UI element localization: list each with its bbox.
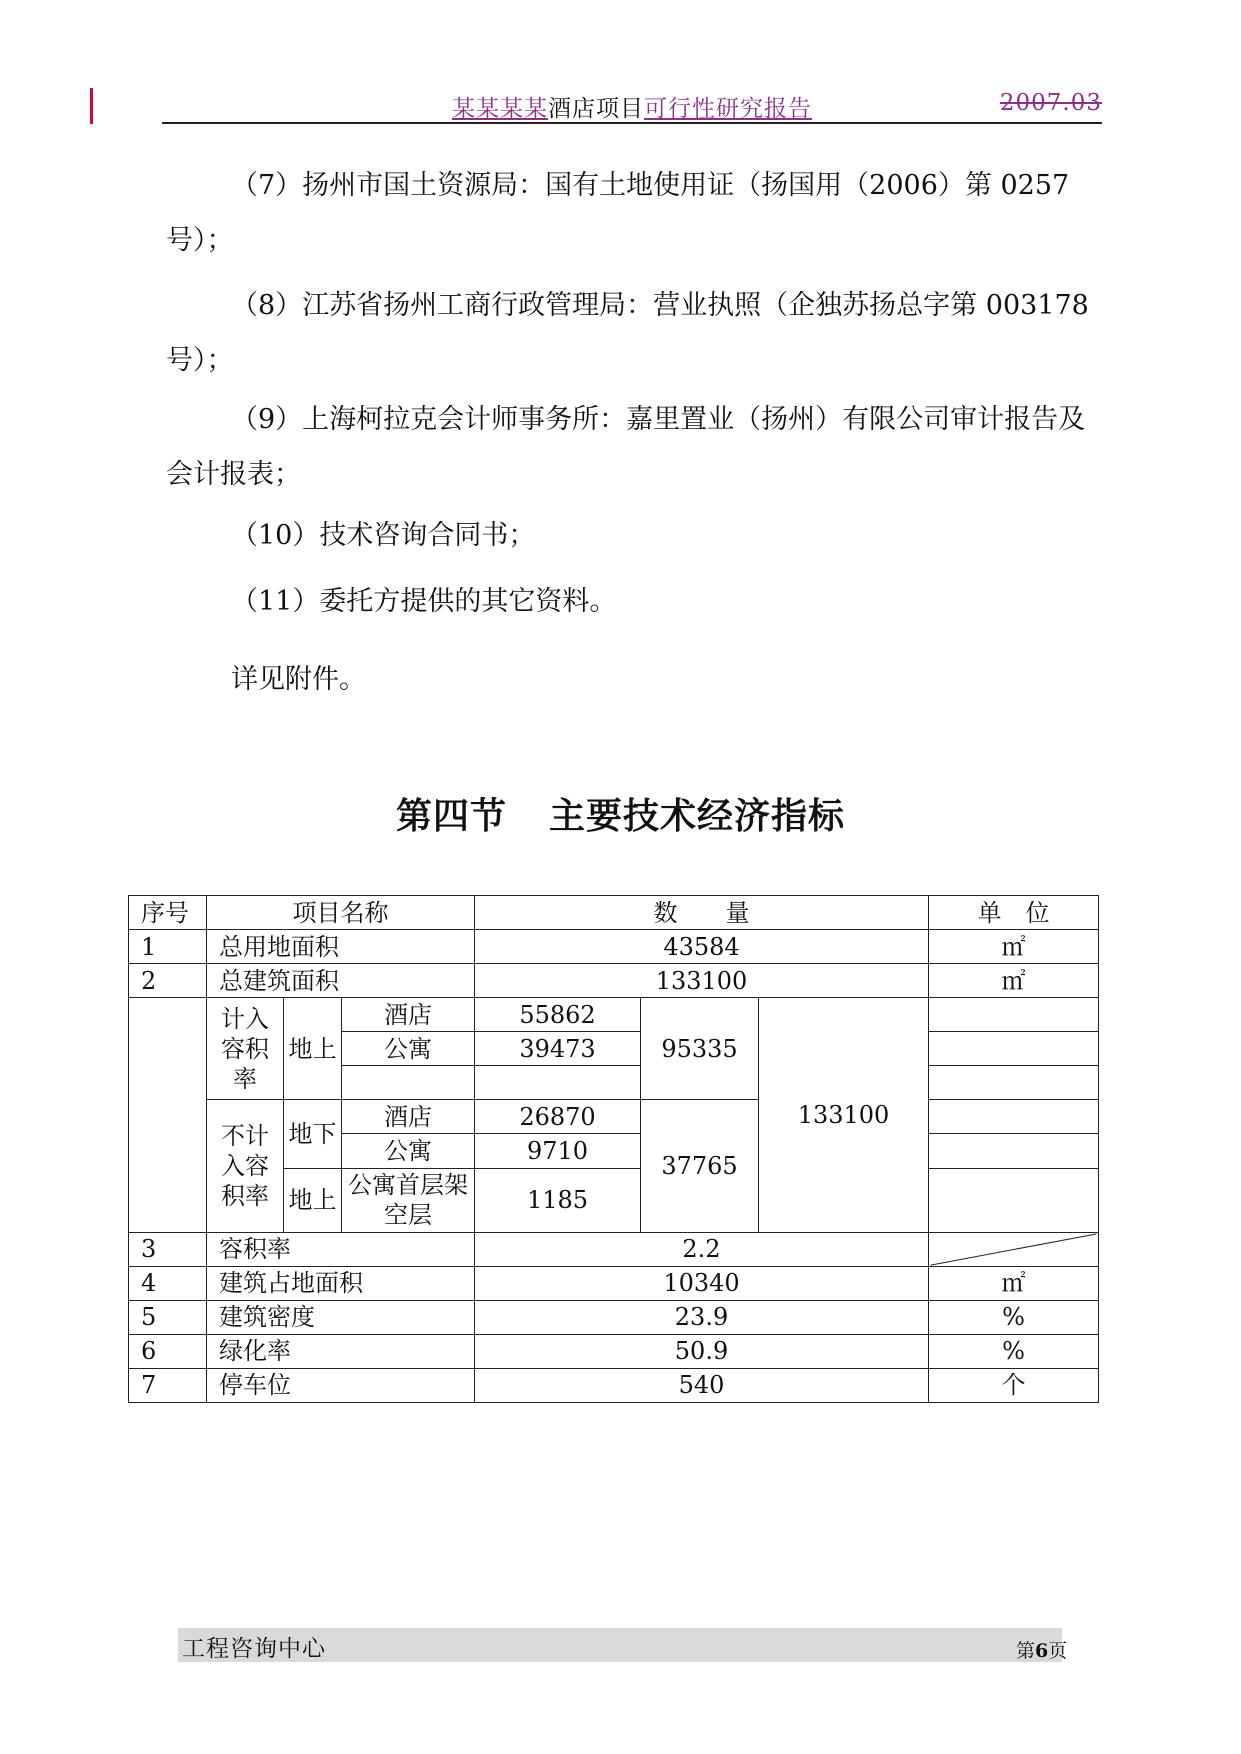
- row-no: 1: [129, 930, 207, 964]
- breakdown-no-cell: [129, 998, 207, 1232]
- below-ground-label: 地下: [284, 1100, 342, 1168]
- revision-bar: [90, 88, 93, 124]
- header-title: [162, 90, 1102, 123]
- row-name: 建筑密度: [207, 1300, 475, 1334]
- above-ground-label: 地上: [284, 998, 342, 1100]
- paragraph-7: （7）扬州市国土资源局：国有土地使用证（扬国用（2006）第 0257 号）；: [166, 170, 1070, 256]
- breakdown-row-below-hotel: [129, 1100, 1099, 1134]
- col-header-no: 序号: [129, 896, 207, 930]
- row-unit: 个: [929, 1368, 1099, 1402]
- table-row: [129, 1300, 1099, 1334]
- row-name: 停车位: [207, 1368, 475, 1402]
- row-unit: ㎡: [929, 964, 1099, 998]
- empty-cell: [342, 1066, 475, 1100]
- footer-org: 工程咨询中心: [182, 1636, 326, 1662]
- row-qty: 43584: [475, 930, 929, 964]
- page-number: 6: [1035, 1640, 1049, 1662]
- row-name: 总用地面积: [207, 930, 475, 964]
- below-apartment-value: 9710: [475, 1134, 641, 1168]
- row-name: 建筑占地面积: [207, 1266, 475, 1300]
- stilt-floor-value: 1185: [475, 1168, 641, 1232]
- row-unit: ㎡: [929, 1266, 1099, 1300]
- unit-cell-diagonal: [929, 1232, 1099, 1266]
- page-suffix: 页: [1048, 1640, 1068, 1662]
- row-qty: 10340: [475, 1266, 929, 1300]
- row-name: 绿化率: [207, 1334, 475, 1368]
- below-hotel-value: 26870: [475, 1100, 641, 1134]
- excluded-subtotal-value: 37765: [641, 1100, 759, 1232]
- far-included-label: 计入容积率: [207, 998, 284, 1100]
- indicators-table: [128, 895, 1099, 1403]
- paragraph-9: （9）上海柯拉克会计师事务所：嘉里置业（扬州）有限公司审计报告及会计报表；: [166, 404, 1086, 490]
- table-header-row: [129, 896, 1099, 930]
- row-unit: %: [929, 1300, 1099, 1334]
- row-no: 3: [129, 1232, 207, 1266]
- gfa-total-value: 133100: [759, 998, 929, 1232]
- row-qty: 23.9: [475, 1300, 929, 1334]
- header-title-marked-a: 某某某某: [452, 96, 548, 122]
- unit-cell: [929, 1100, 1099, 1134]
- table-row: [129, 1334, 1099, 1368]
- row-unit: %: [929, 1334, 1099, 1368]
- table-row: [129, 930, 1099, 964]
- hotel-label: 酒店: [342, 1100, 475, 1134]
- col-header-unit: 单 位: [929, 896, 1099, 930]
- row-qty: 540: [475, 1368, 929, 1402]
- paragraph-10: （10）技术咨询合同书；: [231, 520, 536, 551]
- unit-cell: [929, 1032, 1099, 1066]
- row-qty: 2.2: [475, 1232, 929, 1266]
- diagonal-line: [929, 1233, 1098, 1266]
- table-row: [129, 964, 1099, 998]
- section-name: 主要技术经济指标: [549, 796, 846, 837]
- row-no: 6: [129, 1334, 207, 1368]
- table-row: [129, 1368, 1099, 1402]
- above-hotel-value: 55862: [475, 998, 641, 1032]
- paragraph-11: （11）委托方提供的其它资料。: [231, 586, 617, 617]
- row-name: 总建筑面积: [207, 964, 475, 998]
- unit-cell: [929, 998, 1099, 1032]
- apartment-label: 公寓: [342, 1032, 475, 1066]
- unit-cell: [929, 1134, 1099, 1168]
- above-apartment-value: 39473: [475, 1032, 641, 1066]
- apartment-stilt-label: 公寓首层架空层: [342, 1168, 475, 1232]
- header-title-marked-b: 可行性研究报告: [644, 96, 812, 122]
- paragraph-8: （8）江苏省扬州工商行政管理局：营业执照（企独苏扬总字第 003178 号）；: [166, 290, 1089, 376]
- row-unit: ㎡: [929, 930, 1099, 964]
- table-row: [129, 1232, 1099, 1266]
- above-ground-label: 地上: [284, 1168, 342, 1232]
- apartment-label: 公寓: [342, 1134, 475, 1168]
- section-number: 第四节: [395, 796, 507, 837]
- hotel-label: 酒店: [342, 998, 475, 1032]
- row-qty: 133100: [475, 964, 929, 998]
- breakdown-row-above-hotel: [129, 998, 1099, 1032]
- header-title-mid: 酒店项目: [548, 96, 644, 122]
- row-no: 4: [129, 1266, 207, 1300]
- footer-page-number: [1016, 1636, 1067, 1663]
- section-title: [0, 788, 1241, 839]
- unit-cell: [929, 1168, 1099, 1232]
- paragraph-see-attachment: 详见附件。: [231, 664, 366, 695]
- col-header-qty: 数 量: [475, 896, 929, 930]
- far-excluded-label: 不计入容积率: [207, 1100, 284, 1232]
- row-no: 2: [129, 964, 207, 998]
- page-prefix: 第: [1016, 1640, 1036, 1662]
- row-qty: 50.9: [475, 1334, 929, 1368]
- above-subtotal-value: 95335: [641, 998, 759, 1100]
- table-row: [129, 1266, 1099, 1300]
- unit-cell: [929, 1066, 1099, 1100]
- empty-cell: [475, 1066, 641, 1100]
- row-no: 7: [129, 1368, 207, 1402]
- col-header-name: 项目名称: [207, 896, 475, 930]
- page-header: [162, 86, 1102, 124]
- header-date: 2007.03: [999, 90, 1102, 116]
- row-no: 5: [129, 1300, 207, 1334]
- row-name: 容积率: [207, 1232, 475, 1266]
